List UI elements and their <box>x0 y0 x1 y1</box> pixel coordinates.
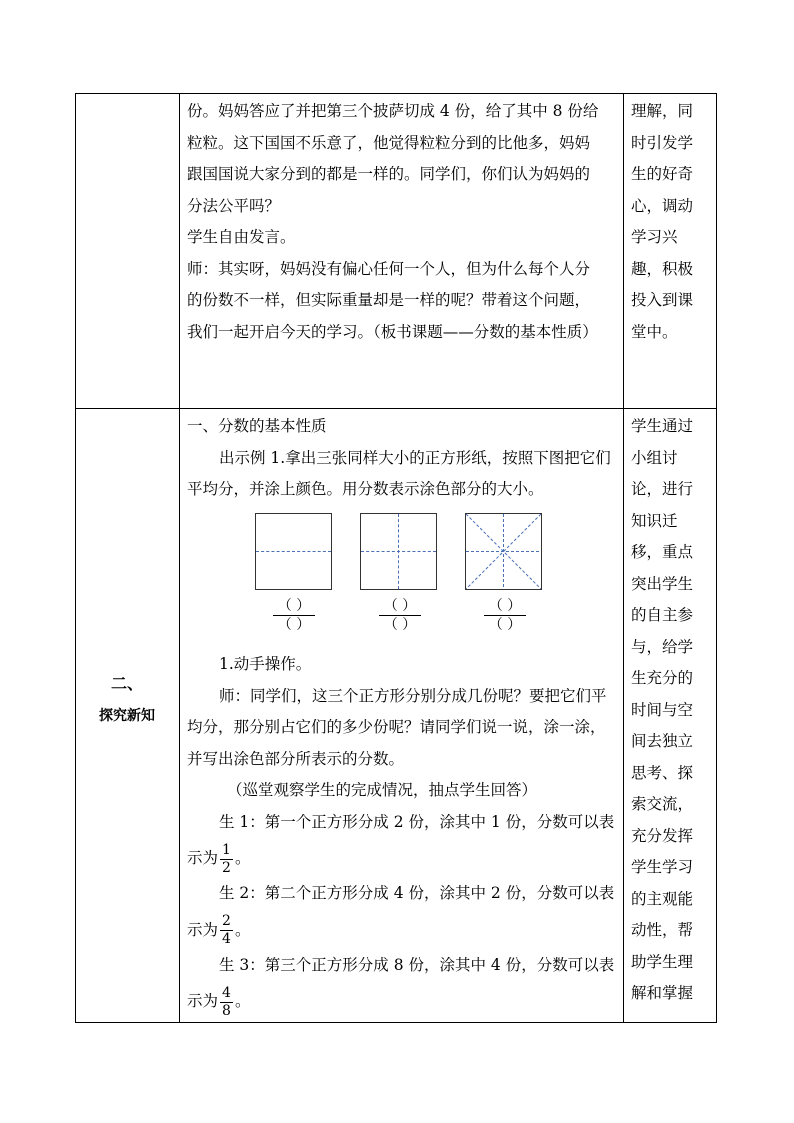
table-divider-2 <box>623 93 624 1023</box>
row2-content-cont <box>187 649 619 1021</box>
purpose-line: 的主观能 <box>631 889 694 908</box>
blank-denominator: （ ） <box>383 617 417 633</box>
purpose-line: 投入到课 <box>631 291 694 309</box>
purpose-line: 充分发挥 <box>631 826 694 845</box>
student1-fraction-line <box>187 838 619 878</box>
fraction <box>220 842 233 877</box>
student2-fraction-line <box>187 910 619 950</box>
period: 。 <box>234 849 251 867</box>
eighths-lines <box>466 514 541 589</box>
row1-purpose <box>631 96 719 348</box>
blank-numerator: （ ） <box>273 597 315 616</box>
prefix-text: 示为 <box>187 849 219 867</box>
purpose-line: 生的好奇 <box>631 165 694 183</box>
table-border-top <box>75 93 717 94</box>
student1-line: 生 1：第一个正方形分成 2 份，涂其中 1 份，分数可以表 <box>219 812 615 831</box>
purpose-line: 索交流， <box>631 795 694 813</box>
numerator: 1 <box>222 841 231 858</box>
table-divider-1 <box>179 93 180 1023</box>
student3-fraction-line <box>187 981 619 1021</box>
lesson-table <box>75 93 717 1023</box>
period: 。 <box>234 920 251 939</box>
section-heading: 一、分数的基本性质 <box>187 417 327 435</box>
denominator: 8 <box>222 1002 231 1019</box>
observe-line: （巡堂观察学生的完成情况，抽点学生回答） <box>227 781 538 799</box>
purpose-line: 助学生理 <box>631 952 694 971</box>
teacher-line: 均分，那分别占它们的多少份呢？请同学们说一说，涂一涂， <box>187 718 606 736</box>
purpose-line: 的自主参 <box>631 606 694 624</box>
purpose-line: 学生学习 <box>631 858 694 876</box>
blank-numerator: （ ） <box>379 597 421 616</box>
purpose-line: 理解，同 <box>631 102 694 120</box>
fraction-blank <box>273 597 315 634</box>
row1-line: 的份数不一样，但实际重量却是一样的呢？带着这个问题， <box>187 291 591 309</box>
table-border-bottom <box>75 1022 717 1023</box>
row1-line: 跟国国说大家分到的都是一样的。同学们，你们认为妈妈的 <box>187 165 591 183</box>
fraction-blank <box>484 597 526 634</box>
table-border-left <box>75 93 76 1023</box>
step-line: 1.动手操作。 <box>219 655 312 673</box>
denominator: 4 <box>222 931 231 947</box>
row1-line: 师：其实呀，妈妈没有偏心任何一个人，但为什么每个人分 <box>187 259 591 278</box>
purpose-line: 时间与空 <box>631 700 694 719</box>
purpose-line: 堂中。 <box>631 322 678 341</box>
purpose-line: 间去独立 <box>631 732 694 750</box>
purpose-line: 与，给学 <box>631 637 694 656</box>
student3-line: 生 3：第三个正方形分成 8 份，涂其中 4 份，分数可以表 <box>219 955 615 974</box>
row2-purpose <box>631 411 719 1010</box>
purpose-line: 移，重点 <box>631 543 694 561</box>
purpose-line: 趣，积极 <box>631 259 694 278</box>
dashed-line <box>256 551 331 552</box>
purpose-line: 知识迁 <box>631 511 678 530</box>
denominator: 2 <box>222 859 231 876</box>
purpose-line: 动性，帮 <box>631 921 694 939</box>
section-number: 二、 <box>110 674 143 693</box>
row1-line: 我们一起开启今天的学习。（板书课题——分数的基本性质） <box>187 322 598 341</box>
row1-line: 分法公平吗？ <box>187 196 281 215</box>
purpose-line: 小组讨 <box>631 448 678 467</box>
squares-figure <box>255 513 555 653</box>
student2-line: 生 2：第二个正方形分成 4 份，涂其中 2 份，分数可以表 <box>219 884 615 902</box>
example-line: 平均分，并涂上颜色。用分数表示涂色部分的大小。 <box>187 480 544 498</box>
period: 。 <box>234 992 251 1010</box>
numerator: 2 <box>222 913 231 929</box>
purpose-line: 心，调动 <box>631 196 694 215</box>
prefix-text: 示为 <box>187 920 219 939</box>
example-line: 出示例 1.拿出三张同样大小的正方形纸，按照下图把它们 <box>219 448 611 467</box>
row1-content <box>187 96 619 348</box>
fraction <box>220 913 233 948</box>
purpose-line: 解和掌握 <box>631 984 694 1002</box>
purpose-line: 学习兴 <box>631 228 678 246</box>
fraction-blank <box>379 597 421 634</box>
row1-line: 份。妈妈答应了并把第三个披萨切成 4 份，给了其中 8 份给 <box>187 102 599 120</box>
blank-denominator: （ ） <box>277 617 311 633</box>
blank-numerator: （ ） <box>484 597 526 616</box>
square-eighths <box>465 513 542 590</box>
purpose-line: 时引发学 <box>631 133 694 152</box>
row2-content <box>187 411 619 506</box>
purpose-line: 突出学生 <box>631 574 694 593</box>
row1-line: 学生自由发言。 <box>187 228 296 246</box>
purpose-line: 学生通过 <box>631 417 694 435</box>
teacher-line: 师：同学们，这三个正方形分别分成几份呢？要把它们平 <box>219 686 607 705</box>
fraction <box>220 985 233 1020</box>
prefix-text: 示为 <box>187 992 219 1010</box>
purpose-line: 思考、探 <box>631 763 694 782</box>
purpose-line: 生充分的 <box>631 669 694 687</box>
row1-line: 粒粒。这下国国不乐意了，他觉得粒粒分到的比他多，妈妈 <box>187 133 591 152</box>
numerator: 4 <box>222 984 231 1001</box>
dashed-line <box>398 514 399 589</box>
blank-denominator: （ ） <box>488 617 522 633</box>
section-name: 探究新知 <box>99 708 155 724</box>
row-divider <box>75 408 717 409</box>
square-halves <box>255 513 332 590</box>
purpose-line: 论，进行 <box>631 480 694 498</box>
square-quarters <box>360 513 437 590</box>
teacher-line: 并写出涂色部分所表示的分数。 <box>187 749 405 768</box>
